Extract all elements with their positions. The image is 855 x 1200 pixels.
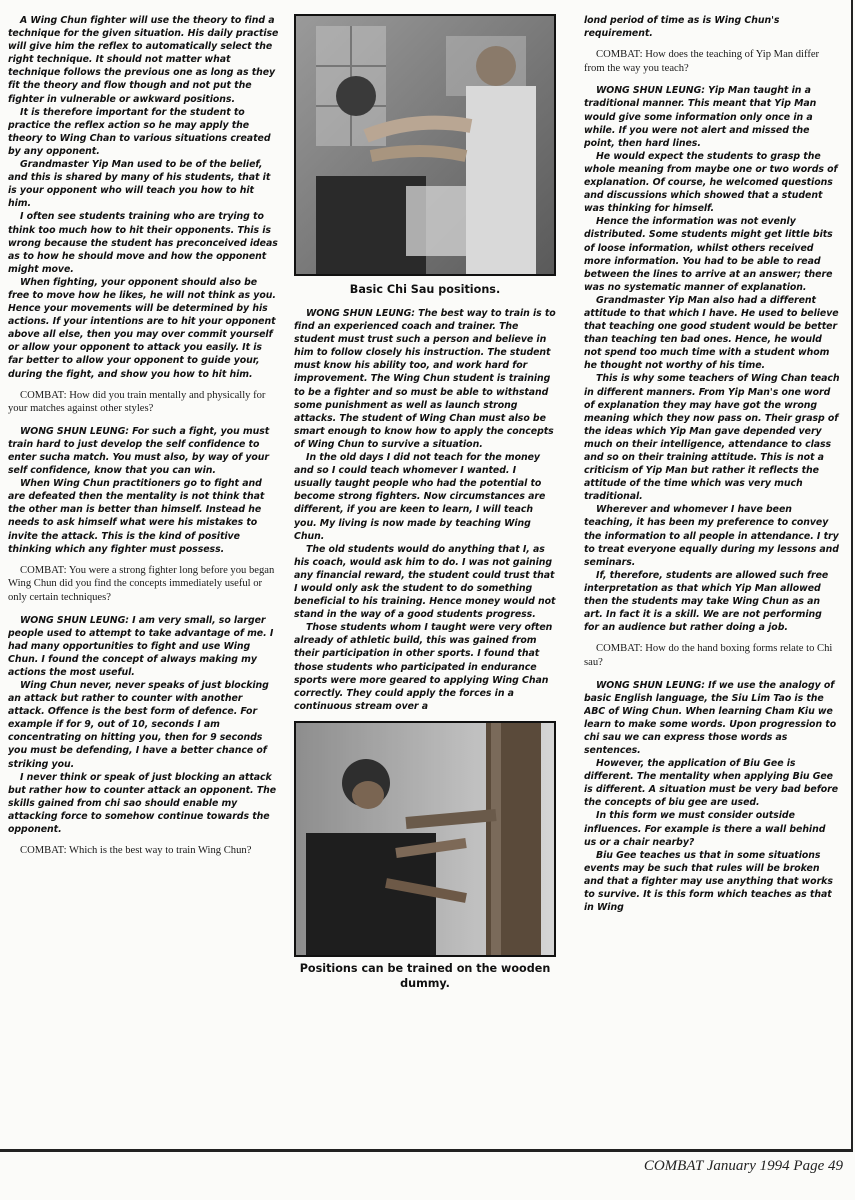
interview-answer — [8, 425, 280, 477]
interview-answer — [8, 158, 280, 210]
interview-answer — [8, 276, 280, 381]
paragraph-text: This is why some teachers of Wing Chan teach in different manners. From Yip Man's one word of explanation they may have got the wrong meaning which they now pass on. Their grasp of the ideas which Yip Man gave depended very much on their intelligence, attendance to class and so on their training attitude. This is not a criticism of Yip Man but rather it reflects the attitude of the time which was very much traditional. — [584, 373, 840, 503]
interview-question — [584, 642, 840, 669]
interview-question — [584, 48, 840, 75]
interview-answer — [584, 809, 840, 848]
paragraph-text: COMBAT: How do the hand boxing forms relate to Chi sau? — [584, 643, 833, 668]
paragraph-text: I never think or speak of just blocking an attack but rather how to counter attack an opponent. The skills gained from chi sao should enable my attacking force to somehow continue towards the opponent. — [8, 771, 277, 836]
speaker-label: WONG SHUN LEUNG: — [306, 308, 415, 319]
paragraph-text: COMBAT: How does the teaching of Yip Man differ from the way you teach? — [584, 49, 820, 74]
column-middle-text — [294, 307, 556, 713]
paragraph-text: Grandmaster Yip Man used to be of the belief, and this is shared by many of his students, that it is your opponent who will teach you how to hit him. — [8, 159, 271, 210]
column-middle — [294, 14, 556, 1139]
paragraph-text: In this form we must consider outside influences. For example is there a wall behind us or a chair nearby? — [584, 810, 826, 848]
paragraph-text: When fighting, your opponent should also be free to move how he likes, he will not think as you. Hence your movements will be determined by his actions. If your intentions are to hit your opponent above all else, then you may over commit yourself or allow your opponent to attack you easily. It is far better to allow your opponent to guide your, during the fight, and show you how to hit him. — [8, 276, 276, 380]
photo-chi-sau-caption: Basic Chi Sau positions. — [349, 283, 501, 296]
paragraph-text: The old students would do anything that I, as his coach, would ask him to do. I was not gaining any financial reward, the student could trust that I would only ask the student to do something beneficial to his training. Hence money would not stand in the way of a good students progress. — [294, 543, 556, 621]
paragraph-text: Those students whom I taught were very often already of athletic build, this was gained from their participation in other sports. I found that those students who participated in endurance sports were more geared to applying Wing Chan correctly. They could apply the forces in a continuous stream over a — [294, 622, 553, 712]
speaker-label: WONG SHUN LEUNG: — [596, 679, 705, 691]
interview-answer — [8, 14, 280, 106]
photo-chi-sau-image — [296, 16, 554, 274]
interview-answer — [584, 503, 840, 568]
interview-question — [8, 564, 280, 605]
paragraph-text: I often see students training who are trying to think too much how to hit their opponents. This is wrong because the student has preconceived ideas as to how he should move and how the opponent might move. — [8, 211, 278, 275]
column-right — [584, 14, 840, 1144]
interview-answer — [584, 372, 840, 503]
interview-answer — [294, 621, 556, 713]
paragraph-text: lond period of time as is Wing Chun's requirement. — [584, 15, 780, 40]
paragraph-text: Wing Chun never, never speaks of just blocking an attack but rather to counter with another attack. Offence is the best form of defence. For example if for 9, out of 10, seconds I am concentrating on hitting you, then for 9 seconds you must be defending, I have a better chance of striking you. — [8, 680, 269, 770]
photo-wooden-dummy-caption: Positions can be trained on the wooden dummy. — [299, 961, 551, 990]
paragraph-text: If we use the analogy of basic English language, the Siu Lim Tao is the ABC of Wing Chun. When learning Cham Kiu we learn to make some words. Upon progression to chi sau we can express those words as sentences. — [584, 679, 837, 756]
interview-answer — [8, 679, 280, 771]
page-footer: COMBAT January 1994 Page 49 — [643, 1158, 843, 1174]
paragraph-text: Yip Man taught in a traditional manner. This meant that Yip Man would give some information only once in a while. If you were not alert and missed the point, then hard lines. — [584, 85, 817, 149]
interview-answer — [584, 215, 840, 294]
paragraph-text: I am very small, so larger people used to attempt to take advantage of me. I had many opportunities to fight and use Wing Chun. I found the concept of always making my actions the most useful. — [8, 614, 274, 678]
interview-answer — [584, 14, 840, 40]
interview-answer — [584, 757, 840, 809]
paragraph-text: The best way to train is to find an experienced coach and trainer. The student must trust such a person and believe in him to follow closely his instruction. The student must know his ability too, and work hard for improvement. The Wing Chun student is training to be a fighter and so must be able to withstand some punishment as well as launch strong attacks. The student of Wing Chan must also be smart enough to know how to apply the concepts of Wing Chun to survive a situation. — [294, 308, 556, 450]
paragraph-text: If, therefore, students are allowed such free interpretation as that which Yip Man allowed then the students may take Wing Chun as an art. In fact it is a skill. We are not performing for an audience but rather doing a job. — [584, 569, 829, 634]
paragraph-text: He would expect the students to grasp the whole meaning from maybe one or two words of explanation. Of course, he welcomed questions and discussions which showed that a student was thinking for himself. — [584, 150, 838, 215]
interview-answer — [294, 543, 556, 622]
interview-answer — [8, 771, 280, 836]
interview-answer — [8, 210, 280, 275]
interview-answer — [584, 150, 840, 215]
interview-answer — [8, 477, 280, 556]
interview-answer — [584, 294, 840, 373]
paragraph-text: Hence the information was not evenly distributed. Some students might get little bits of loose information, whilst others received more information. You had to be able to read between the lines to arrive at an answer; there was no systematic manner of explanation. — [584, 216, 833, 293]
interview-question — [8, 844, 280, 858]
paragraph-text: However, the application of Biu Gee is different. The mentality when applying Biu Gee is different. A situation must be very bad before the concepts of biu gee are used. — [584, 758, 839, 809]
paragraph-text: In the old days I did not teach for the money and so I could teach whomever I wanted. I usually taught people who had the potential to become strong fighters. Now circumstances are different, if you are keen to learn, I will teach you. My living is now made by teaching Wing Chun. — [294, 452, 546, 542]
speaker-label: WONG SHUN LEUNG: — [20, 614, 129, 626]
interview-question — [8, 389, 280, 416]
paragraph-text: Grandmaster Yip Man also had a different attitude to that which I have. He used to believe that teaching one good student would be better than teaching ten bad ones. Hence, he would not spend too much time with a student whom he thought not worthy of his time. — [584, 294, 839, 372]
paragraph-text: COMBAT: How did you train mentally and physically for your matches against other styles? — [8, 389, 266, 415]
photo-wooden-dummy-image — [296, 723, 554, 955]
photo-chi-sau — [294, 14, 556, 276]
speaker-label: WONG SHUN LEUNG: — [20, 425, 129, 437]
paragraph-text: COMBAT: You were a strong fighter long before you began Wing Chun did you find the concepts immediately useful or only certain techniques? — [8, 564, 275, 603]
paragraph-text: When Wing Chun practitioners go to fight and are defeated then the mentality is not think that the other man is better than himself. Instead he needs to ask himself what were his mistakes to invite the attack. This is the kind of positive thinking which any fighter must possess. — [8, 478, 265, 555]
speaker-label: WONG SHUN LEUNG: — [596, 85, 705, 97]
interview-answer — [8, 106, 280, 158]
paragraph-text: Wherever and whomever I have been teaching, it has been my preference to convey the information to all people in attendance. I try to treat everyone equally during my lessons and seminars. — [584, 504, 839, 568]
interview-answer — [294, 451, 556, 543]
paragraph-text: For such a fight, you must train hard to just develop the self confidence to enter sucha match. You must also, by way of your self confidence, know that you can win. — [8, 425, 270, 477]
column-left — [8, 14, 280, 1134]
interview-answer — [584, 849, 840, 914]
paragraph-text: Biu Gee teaches us that in some situations events may be such that rules will be broken and that a fighter may use anything that works to survive. It is this form which teaches as that in Wing — [584, 849, 833, 914]
paragraph-text: It is therefore important for the student to practice the reflex action so he may apply the theory to Wing Chan to various situations created by any opponent. — [8, 106, 271, 157]
interview-answer — [584, 84, 840, 149]
interview-answer — [584, 679, 840, 758]
interview-answer — [8, 614, 280, 679]
interview-answer — [584, 569, 840, 634]
photo-wooden-dummy — [294, 721, 556, 957]
paragraph-text: COMBAT: Which is the best way to train Wing Chun? — [20, 845, 252, 857]
paragraph-text: A Wing Chun fighter will use the theory to find a technique for the given situation. His daily practise will give him the reflex to automatically select the right technique. It should not matter what technique follows the previous one as long as they fit the theory and flow though and not put the fighter in vulnerable or awkward positions. — [8, 15, 279, 105]
interview-answer — [294, 307, 556, 451]
